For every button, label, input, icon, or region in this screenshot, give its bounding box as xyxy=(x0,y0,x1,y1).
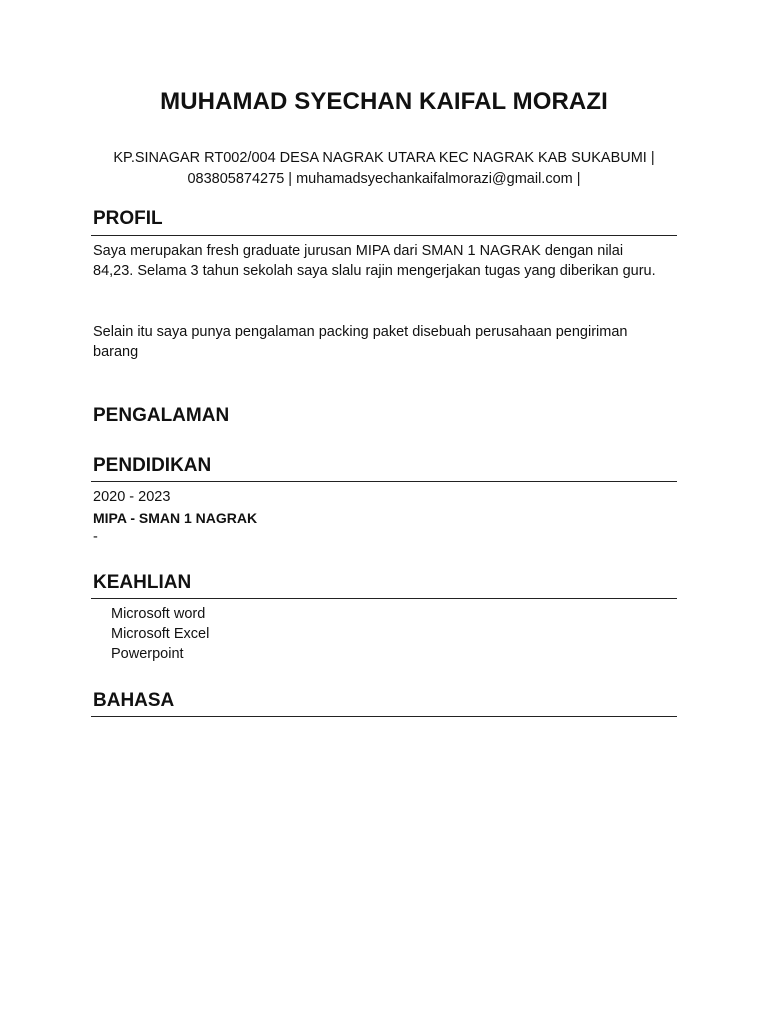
education-period: 2020 - 2023 xyxy=(93,489,171,505)
section-title-keahlian: KEAHLIAN xyxy=(93,572,192,593)
section-title-bahasa: BAHASA xyxy=(93,690,175,711)
education-school: MIPA - SMAN 1 NAGRAK xyxy=(93,510,258,526)
contact-info xyxy=(100,148,668,190)
education-detail: - xyxy=(93,529,98,545)
profil-paragraph-2 xyxy=(93,322,683,362)
section-divider-profil xyxy=(91,235,677,236)
profil-paragraph-1-line-1: Saya merupakan fresh graduate jurusan MIPA dari SMAN 1 NAGRAK dengan nilai xyxy=(93,243,624,259)
section-title-pengalaman: PENGALAMAN xyxy=(93,405,230,426)
profil-paragraph-2-line-1: Selain itu saya punya pengalaman packing paket disebuah perusahaan pengiriman xyxy=(93,324,628,340)
profil-paragraph-1-line-2: 84,23. Selama 3 tahun sekolah saya slalu rajin mengerjakan tugas yang diberikan guru. xyxy=(93,263,656,279)
skill-item: Microsoft word xyxy=(111,606,206,622)
section-title-profil: PROFIL xyxy=(93,208,163,229)
profil-paragraph-1 xyxy=(93,241,683,281)
section-divider-pendidikan xyxy=(91,481,677,482)
section-title-pendidikan: PENDIDIKAN xyxy=(93,455,212,476)
profil-paragraph-2-line-2: barang xyxy=(93,344,139,360)
contact-address-line: KP.SINAGAR RT002/004 DESA NAGRAK UTARA KEC NAGRAK KAB SUKABUMI | xyxy=(113,150,655,166)
skill-item: Powerpoint xyxy=(111,646,184,662)
section-divider-bahasa xyxy=(91,716,677,717)
contact-phone-email-line: 083805874275 | muhamadsyechankaifalmorazi@gmail.com | xyxy=(187,171,581,187)
section-divider-keahlian xyxy=(91,598,677,599)
candidate-name: MUHAMAD SYECHAN KAIFAL MORAZI xyxy=(160,88,608,115)
skill-item: Microsoft Excel xyxy=(111,626,210,642)
